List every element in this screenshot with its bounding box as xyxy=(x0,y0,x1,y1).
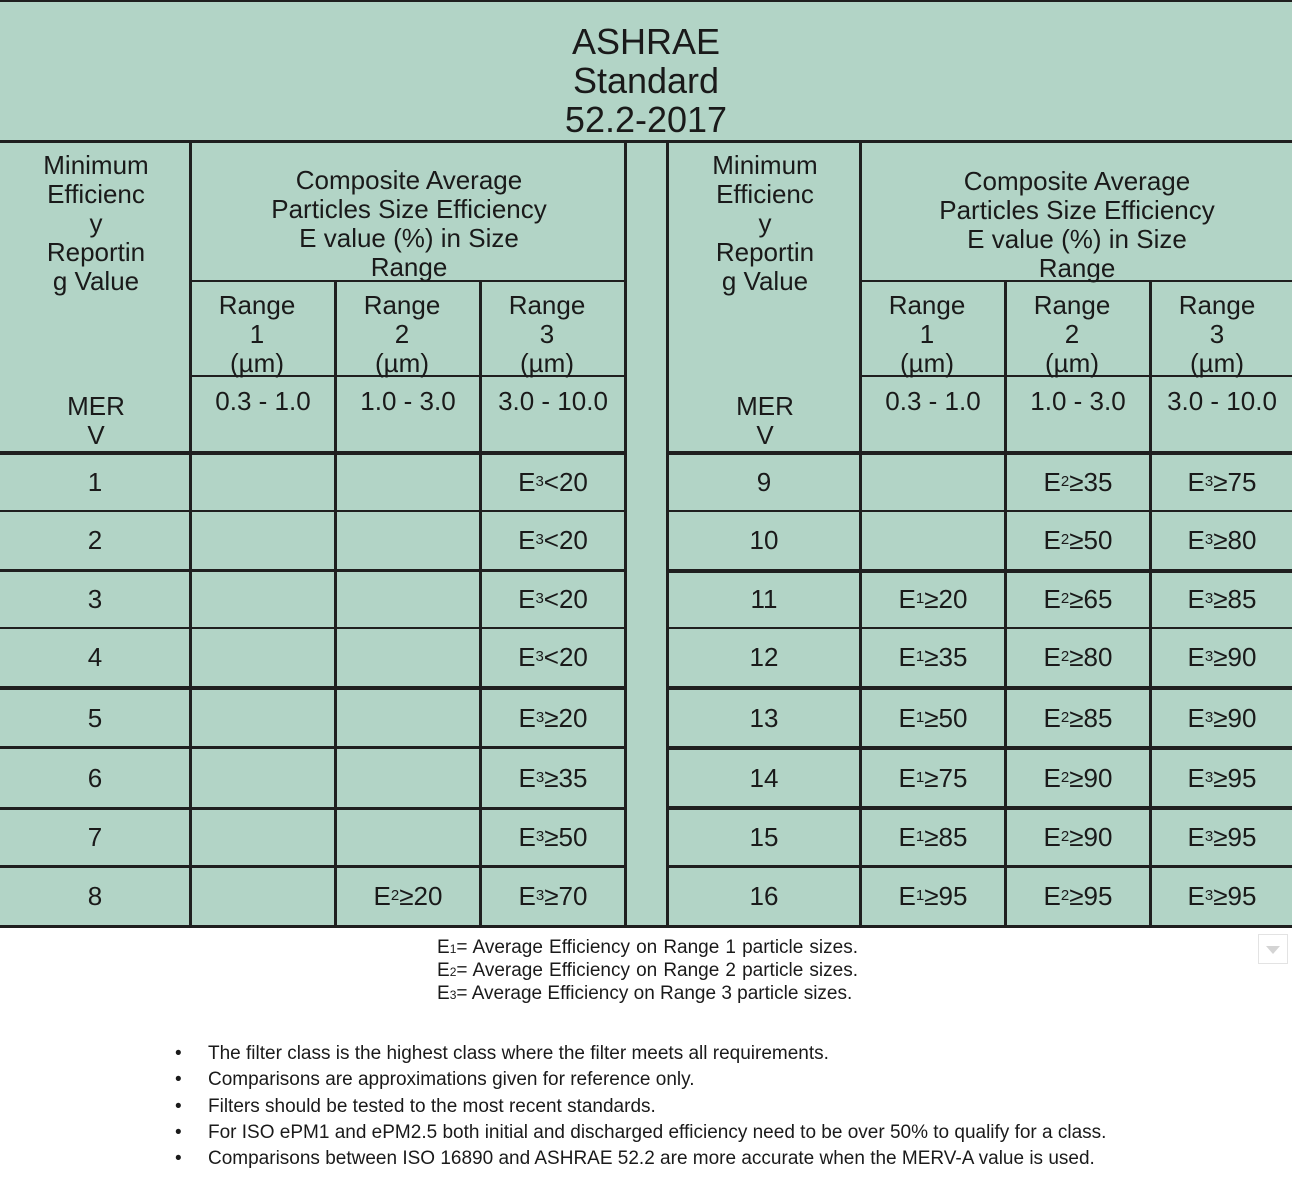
cell-merv: 9 xyxy=(756,466,772,497)
cell-e2: E $_2$ ≥20 xyxy=(373,881,443,911)
title-divider xyxy=(0,140,1292,143)
cell-e3: E $_3$ ≥95 xyxy=(1187,762,1257,793)
cell-e3: E $_3$ <20 xyxy=(518,525,588,555)
cell-e3: E $_3$ ≥90 xyxy=(1187,702,1257,733)
bullet-icon: • xyxy=(175,1148,182,1170)
cell-e3: E $_3$ ≥95 xyxy=(1187,881,1257,911)
merv-header: MER V xyxy=(67,391,125,450)
range1-header: Range 1 (µm) xyxy=(888,290,966,378)
cell-e3: E $_3$ ≥20 xyxy=(518,702,588,733)
cell-merv: 1 xyxy=(87,466,103,497)
cell-e2: E $_2$ ≥90 xyxy=(1043,822,1113,852)
table-title: ASHRAE Standard 52.2-2017 xyxy=(564,21,728,140)
cell-merv: 11 xyxy=(750,584,778,614)
range1-header: Range 1 (µm) xyxy=(218,290,296,378)
bullet-icon: • xyxy=(175,1069,182,1091)
cell-e3: E $_3$ ≥90 xyxy=(1187,642,1257,672)
cell-e3: E $_3$ <20 xyxy=(518,584,588,614)
cell-e1: E $_1$ ≥95 xyxy=(898,881,968,911)
bullet-icon: • xyxy=(175,1095,182,1117)
cell-merv: 2 xyxy=(87,525,103,555)
cell-e1: E $_1$ ≥85 xyxy=(898,822,968,852)
cell-merv: 5 xyxy=(87,702,103,733)
cell-merv: 16 xyxy=(749,881,779,911)
cell-merv: 12 xyxy=(749,642,779,672)
merv-header: MER V xyxy=(736,391,794,450)
cell-e2: E $_2$ ≥85 xyxy=(1043,702,1113,733)
scroll-down-button[interactable] xyxy=(1258,934,1288,964)
chevron-down-icon xyxy=(1259,935,1287,963)
top-border xyxy=(0,0,1292,2)
bullet-icon: • xyxy=(175,1043,182,1064)
cell-merv: 8 xyxy=(87,881,103,911)
efficiency-note: E1= Average Efficiency on Range 1 particle sizes. E2= Average Efficiency on Range 2 particle sizes. E3= Average Efficiency on Range 3 particle sizes. xyxy=(437,937,858,1004)
cell-e1: E $_1$ ≥20 xyxy=(898,584,968,614)
range3-size: 3.0 - 10.0 xyxy=(498,386,608,416)
cell-e2: E $_2$ ≥80 xyxy=(1043,642,1113,672)
range2-size: 1.0 - 3.0 xyxy=(1030,386,1126,416)
cell-e2: E $_2$ ≥90 xyxy=(1043,762,1113,793)
composite-header: Composite Average Particles Size Efficiency E value (%) in Size Range xyxy=(271,165,547,282)
bottom-border xyxy=(0,925,1292,928)
notes-list xyxy=(175,1041,1225,1172)
cell-merv: 4 xyxy=(87,642,103,672)
cell-e3: E $_3$ ≥70 xyxy=(518,881,588,911)
min-eff-header: Minimum Efficienc y Reportin g Value xyxy=(712,150,818,296)
cell-e3: E $_3$ ≥80 xyxy=(1187,525,1257,555)
range3-header: Range 3 (µm) xyxy=(1178,290,1256,378)
range1-size: 0.3 - 1.0 xyxy=(215,386,311,416)
cell-e1: E $_1$ ≥50 xyxy=(898,702,968,733)
cell-e1: E $_1$ ≥35 xyxy=(898,642,968,672)
cell-e1: E $_1$ ≥75 xyxy=(898,762,968,793)
range2-header: Range 2 (µm) xyxy=(1033,290,1111,378)
cell-e3: E $_3$ ≥50 xyxy=(518,822,588,852)
cell-merv: 15 xyxy=(749,822,779,852)
cell-e3: E $_3$ ≥85 xyxy=(1187,584,1257,614)
cell-e2: E $_2$ ≥65 xyxy=(1043,584,1113,614)
cell-e3: E $_3$ <20 xyxy=(518,466,588,497)
cell-e2: E $_2$ ≥95 xyxy=(1043,881,1113,911)
note-item: • Comparisons are approximations given for reference only. xyxy=(175,1067,1225,1093)
range1-size: 0.3 - 1.0 xyxy=(885,386,981,416)
bullet-icon: • xyxy=(175,1121,182,1143)
range2-size: 1.0 - 3.0 xyxy=(360,386,456,416)
cell-merv: 6 xyxy=(87,762,103,793)
cell-e3: E $_3$ <20 xyxy=(518,642,588,672)
min-eff-header: Minimum Efficienc y Reportin g Value xyxy=(43,150,149,296)
cell-e2: E $_2$ ≥35 xyxy=(1043,466,1113,497)
range3-header: Range 3 (µm) xyxy=(508,290,586,378)
composite-header: Composite Average Particles Size Efficiency E value (%) in Size Range xyxy=(939,166,1215,283)
cell-e3: E $_3$ ≥75 xyxy=(1187,466,1257,497)
cell-merv: 10 xyxy=(749,525,779,555)
range2-header: Range 2 (µm) xyxy=(363,290,441,378)
cell-merv: 7 xyxy=(87,822,103,852)
cell-e2: E $_2$ ≥50 xyxy=(1043,525,1113,555)
note-item: • For ISO ePM1 and ePM2.5 both initial and discharged efficiency need to be over 50% to qualify for a class. xyxy=(175,1120,1225,1146)
cell-merv: 13 xyxy=(749,702,779,733)
note-item: • Filters should be tested to the most recent standards. xyxy=(175,1094,1225,1120)
cell-merv: 3 xyxy=(87,584,103,614)
note-item: • Comparisons between ISO 16890 and ASHRAE 52.2 are more accurate when the MERV-A value is used. xyxy=(175,1146,1225,1172)
cell-e3: E $_3$ ≥95 xyxy=(1187,822,1257,852)
note-item: • The filter class is the highest class where the filter meets all requirements. xyxy=(175,1041,1225,1067)
cell-e3: E $_3$ ≥35 xyxy=(518,762,588,793)
range3-size: 3.0 - 10.0 xyxy=(1167,386,1277,416)
cell-merv: 14 xyxy=(749,762,779,793)
